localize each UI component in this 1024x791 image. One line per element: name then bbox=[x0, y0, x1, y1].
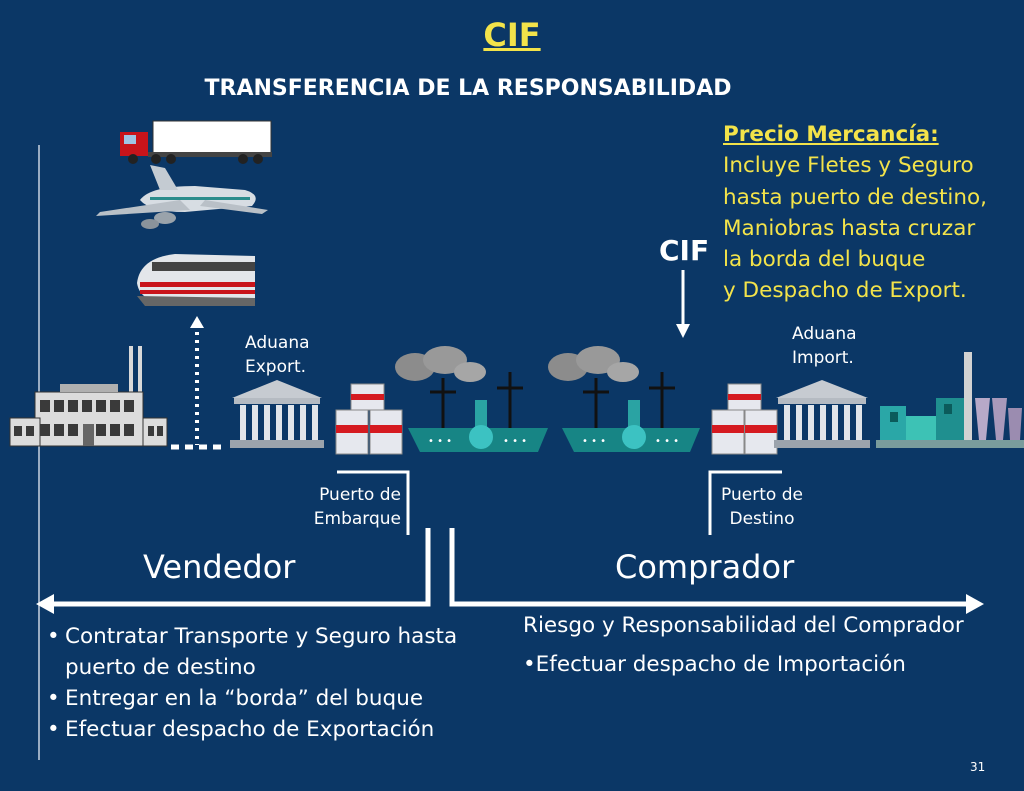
puerto-destino-label bbox=[712, 483, 812, 531]
seller-duties-list bbox=[47, 621, 497, 745]
slide-title: CIF bbox=[483, 16, 541, 54]
ship-icon bbox=[548, 346, 700, 452]
truck-icon bbox=[120, 121, 272, 164]
puerto-embarque-line: Puerto de bbox=[319, 485, 401, 505]
ship-icon bbox=[395, 346, 548, 452]
page-number: 31 bbox=[970, 760, 986, 774]
price-line: la borda del buque bbox=[723, 247, 926, 273]
buyer-responsibility-title: Riesgo y Responsabilidad del Comprador bbox=[523, 613, 964, 638]
cif-down-arrow bbox=[676, 270, 690, 338]
puerto-destino-line: Puerto de bbox=[721, 485, 803, 505]
price-line: y Despacho de Export. bbox=[723, 278, 967, 304]
aduana-export-line: Aduana bbox=[245, 333, 310, 353]
container-icon bbox=[336, 384, 402, 454]
aduana-export-label bbox=[245, 331, 310, 379]
price-line: Maniobras hasta cruzar bbox=[723, 215, 976, 241]
right-arrowhead bbox=[966, 594, 984, 614]
seller-label: Vendedor bbox=[143, 548, 296, 586]
aduana-import-label bbox=[792, 322, 857, 370]
customs-building-icon bbox=[774, 380, 870, 448]
puerto-embarque-line: Embarque bbox=[313, 509, 401, 529]
customs-building-icon bbox=[230, 380, 324, 448]
list-item: • Efectuar despacho de Exportación bbox=[47, 714, 497, 745]
factory-icon bbox=[10, 346, 167, 446]
list-item: • Entregar en la “borda” del buque bbox=[47, 683, 497, 714]
cif-marker-label: CIF bbox=[659, 234, 710, 267]
dotted-arrow bbox=[171, 316, 225, 447]
svg-text:• • •: • • • bbox=[428, 436, 453, 447]
buyer-duty-item: •Efectuar despacho de Importación bbox=[523, 652, 906, 677]
train-icon bbox=[137, 254, 255, 306]
list-item: • Contratar Transporte y Seguro hasta puerto de destino bbox=[47, 621, 497, 683]
puerto-embarque-label bbox=[305, 483, 401, 531]
power-plant-icon bbox=[876, 352, 1024, 448]
svg-text:• • •: • • • bbox=[655, 436, 680, 447]
price-box bbox=[723, 119, 987, 307]
container-icon bbox=[712, 384, 777, 454]
aduana-import-line: Import. bbox=[792, 348, 854, 368]
slide-subtitle: TRANSFERENCIA DE LA RESPONSABILIDAD bbox=[204, 76, 732, 101]
svg-text:• • •: • • • bbox=[582, 436, 607, 447]
buyer-label: Comprador bbox=[615, 548, 795, 586]
price-line: hasta puerto de destino, bbox=[723, 184, 988, 210]
puerto-destino-line: Destino bbox=[729, 509, 795, 529]
aduana-import-line: Aduana bbox=[792, 324, 857, 344]
aduana-export-line: Export. bbox=[245, 357, 307, 377]
airplane-icon bbox=[96, 165, 268, 229]
price-heading: Precio Mercancía: bbox=[723, 122, 939, 147]
svg-text:• • •: • • • bbox=[503, 436, 528, 447]
price-line: Incluye Fletes y Seguro bbox=[723, 153, 974, 179]
